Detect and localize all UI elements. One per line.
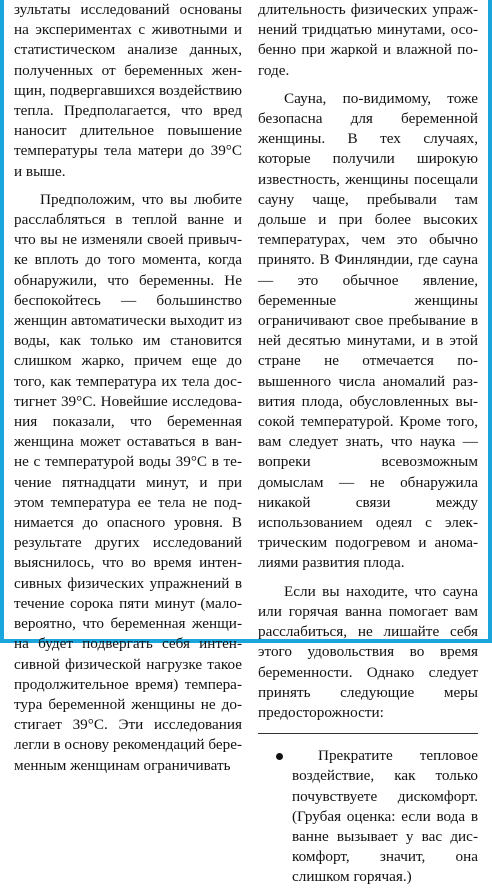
right-paragraph-3: Если вы находите, что сауна или горячая ванна помогает вам расслабиться, не лишайте себя этого удовольствия во время беременности. Однако следует принять следующие меры предосторожности: [258, 582, 478, 721]
right-paragraph-2: Сауна, по-видимому, тоже безопасна для беременной женщины. В тех случаях, которые получили широкую известность, женщины посещали сауну чаще, пребывали там дольше и при более высоких температурах, чем это обычно принято. В Финляндии, где сауна — это обычное явление, беременные женщины ограничивают свое пребывание в ней десятью минутами, и в этой стране не отмечается повышенного числа аномалий развития плода, обусловленных высокой температурой. Кроме того, вам следует знать, что наука — вопреки всевозможным домыслам — не обнаружила никакой связи между использованием одеял с электрическим подогревом и аномалиями развития плода. [258, 89, 478, 572]
precaution-item: Прекратите тепловое воздействие, как только почувствуете дискомфорт. (Грубая оценка: если вода в ванне вызывает у вас дискомфорт, значит, она слишком горячая.) [292, 747, 478, 886]
left-paragraph-2: Предположим, что вы любите расслабляться в теплой ванне и что вы не изменяли своей привычке вплоть до того момента, когда обнаружили, что беременны. Не беспокойтесь — большинство женщин автоматически выходит из воды, как только им становится слишком жарко, причем еще до того, как температура их тела достигнет 39°С. Новейшие исследования показали, что беременная женщина может оставаться в ванне с температурой воды 39°С в течение пятнадцати минут, и при этом температура ее тела не поднимается до опасного уровня. В результате других исследований выяснилось, что во время интенсивных физических упражнений в течение сорока пяти минут (маловероятно, что беременная женщина будет подвергать себя интенсивной физической нагрузке такое продолжительное время) температура беременной женщины не достигает 39°С. Эти исследования легли в основу рекомендаций беременным женщинам ограничивать [14, 190, 242, 774]
left-column [14, 0, 242, 776]
precautions-list [258, 733, 478, 887]
right-paragraph-1: длительность физических упражнений тридцатью минутами, особенно при жаркой и влажной погоде. [258, 1, 478, 79]
right-column [258, 0, 478, 888]
left-paragraph-1: зультаты исследований основаны на экспериментах с животными и статистическом анализе данных, полученных от беременных женщин, подвергавшихся воздействию тепла. Предполагается, что вред наносит длительное повышение температуры тела матери до 39°С и выше. [14, 1, 242, 180]
bullet-icon [276, 753, 283, 760]
